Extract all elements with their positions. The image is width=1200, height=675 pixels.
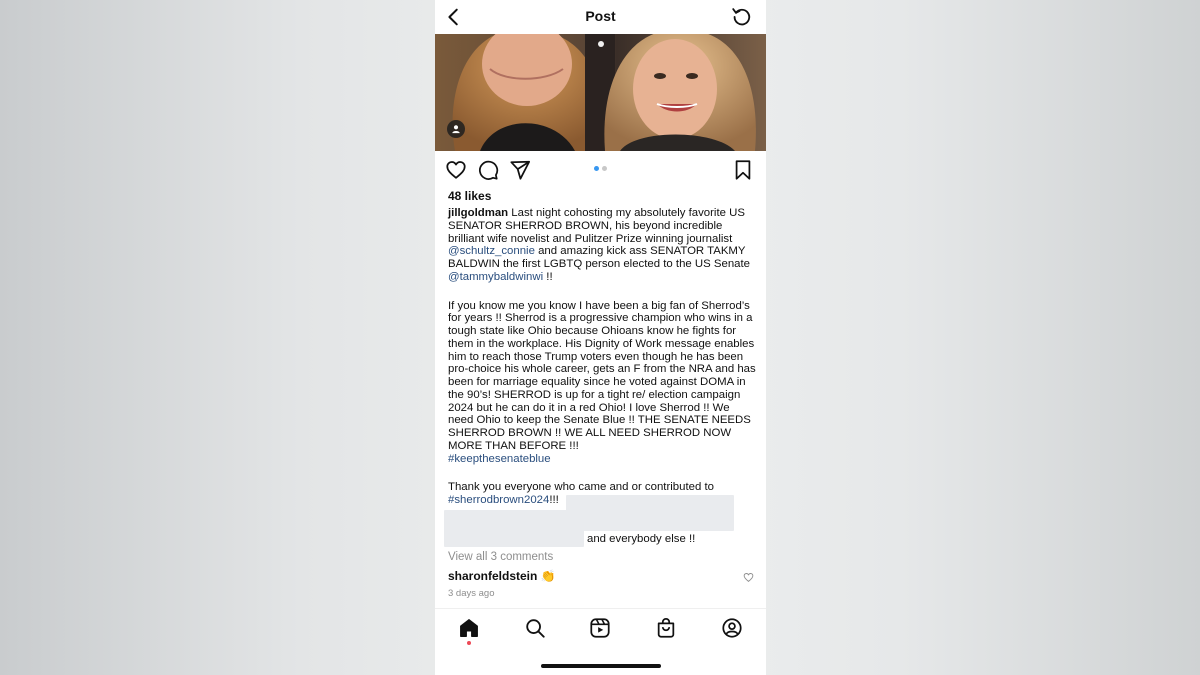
home-icon[interactable] [458,617,480,639]
view-all-comments-link[interactable]: View all 3 comments [448,551,554,563]
bottom-nav [435,614,766,646]
reels-icon[interactable] [589,617,611,639]
carousel-indicator [594,166,607,171]
instagram-post-screen [435,0,766,675]
comment-text: 👏 [540,569,556,583]
caption-text-1: Last night cohosting my absolutely favorite US SENATOR SHERROD BROWN, his beyond incredible brilliant wife novelist and Pulitzer Prize winning journalist [448,207,745,245]
redacted-region [566,495,734,531]
post-photo[interactable] [435,34,766,151]
caption-text-3: !! [543,270,553,283]
comment-bubble-icon[interactable] [477,159,499,181]
notification-dot [467,641,471,645]
search-icon[interactable] [524,617,546,639]
mention-link[interactable]: @schultz_connie [448,245,535,258]
top-bar [435,0,766,34]
carousel-dot [602,166,607,171]
comment-username[interactable]: sharonfeldstein [448,569,538,583]
caption-paragraph-2: If you know me you know I have been a big fan of Sherrod’s for years !! Sherrod is a progressive champion who wins in a tough state like Ohio because Ohioans know he fights for them in the workplace. His Dignity of Work message enables him to reach those Trump voters even though he has been pro-choice his whole career, gets an F from the NRA and has been for marriage equality since he voted against DOMA in the 90’s! SHERROD is up for a tight re/ election campaign 2024 but he can do it in a red Ohio! I love Sherrod !! We need Ohio to keep the Senate Blue !! THE SENATE NEEDS SHERROD BROWN !! WE ALL NEED SHERROD NOW MORE THAN BEFORE !!! [448,299,756,452]
hashtag-link[interactable]: #keepthesenateblue [448,452,551,465]
caption-username[interactable]: jillgoldman [448,207,509,219]
post-timestamp: 3 days ago [448,588,495,599]
comment-row [448,569,556,583]
hashtag-link[interactable]: #sherrodbrown2024 [448,494,550,506]
divider [435,608,766,609]
tagged-people-badge[interactable] [447,120,465,138]
caption-text-2: and amazing kick ass SENATOR TAKMY BALDWIN the first LGBTQ person elected to the US Senate [448,245,750,270]
post-actions [435,158,766,184]
refresh-icon[interactable] [730,5,752,27]
post-photo-image [435,34,766,151]
caption-paragraph-3: Thank you everyone who came and or contributed to #sherrodbrown2024!!! [448,481,714,506]
paper-plane-icon[interactable] [509,159,531,181]
caption-closing: and everybody else !! [587,533,696,545]
page-title: Post [585,8,616,24]
caption-paragraph-1 [448,207,758,284]
heart-icon[interactable] [743,572,754,583]
home-indicator[interactable] [541,664,661,668]
redacted-region [444,510,584,547]
mention-link[interactable]: @tammybaldwinwi [448,270,544,283]
shop-bag-icon[interactable] [655,617,677,639]
person-icon [451,124,461,134]
heart-icon[interactable] [445,159,467,181]
post-caption [448,207,758,507]
bookmark-icon[interactable] [732,159,754,181]
like-count[interactable]: 48 likes [448,189,492,203]
carousel-dot-active [594,166,599,171]
profile-icon[interactable] [721,617,743,639]
